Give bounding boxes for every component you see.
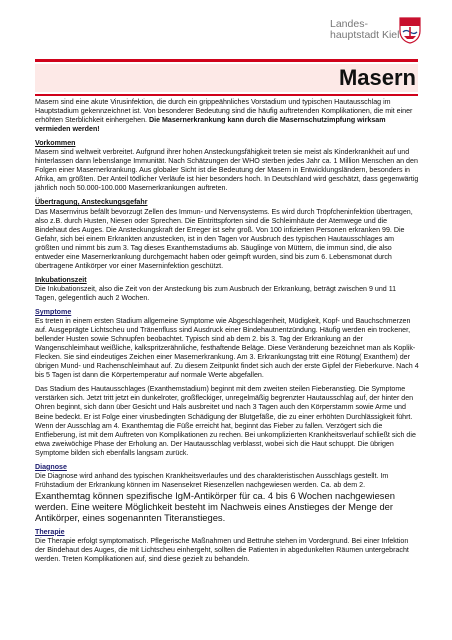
heading-vorkommen: Vorkommen <box>35 139 76 148</box>
intro-text: Masern sind eine akute Virusinfektion, die durch ein grippeähnliches Vorstadium und typischen Hautausschlag im Hauptstadium gekennzeichnet ist. Von besonderer Bedeutung sind die häufig auftretenden Komplikationen, die mit einer erhöhten Sterblichkeit einhergehen. <box>35 98 413 125</box>
title-rule-bottom <box>35 94 418 96</box>
heading-uebertragung: Übertragung, Ansteckungsgefahr <box>35 198 148 207</box>
text-inkubationszeit: Die Inkubationszeit, also die Zeit von der Ansteckung bis zum Ausbruch der Erkrankung, beträgt zwischen 9 und 11 Tagen, gelegentlich auch 2 Wochen. <box>35 284 397 302</box>
city-logo-text <box>330 19 399 41</box>
intro-paragraph <box>35 98 419 134</box>
text-diagnose: Die Diagnose wird anhand des typischen Krankheitsverlaufes und des charakteristischen Ausschlags gestellt. Im Frühstadium der Erkrankung können im Nasensekret Riesenzellen nachgewiesen werden. Ca. ab dem 2. <box>35 471 389 489</box>
text-symptome-1: Es treten in einem ersten Stadium allgemeine Symptome wie Abgeschlagenheit, Müdigkeit, Kopf- und Bauchschmerzen auf. Ausgeprägte Lichtscheu und Tränenfluss sind Ausdruck einer Bindehautnentzündung. Häufig werden ein trockener, bellender Husten sowie Schnupfen beobachtet. Typisch sind ab dem 2. bis 3. Tag der Erkrankung an der Wangenschleimhaut weißliche, kalkspritzerähnliche, festhaftende Beläge. Diese Veränderung bezeichnet man als Koplik-Flecken. Sie sind eindeutiges Zeichen einer Masernerkrankung. Am 3. Erkrankungstag tritt eine Rötung( Exanthem) der übrigen Mund- und Rachenschleimhaut auf. Zu diesem Zeitpunkt findet sich auch der erste Gipfel der Fieberkurve. Nach 4 bis 5 Tagen ist dann die Körpertemperatur auf normale Werte abgefallen. <box>35 317 419 380</box>
page-title: Masern <box>338 65 416 90</box>
title-rule-top <box>35 59 418 62</box>
org-line-2: hauptstadt Kiel <box>330 29 400 41</box>
text-uebertragung: Das Masernvirus befällt bevorzugt Zellen des Immun- und Nervensystems. Es wird durch Tröpfcheninfektion übertragen, also z.B. durch Husten, Niesen oder Sprechen. Die Eintrittspforten sind die Schleimhäute der Atemwege und die Bindehaut des Auges. Die Ansteckungskraft der Erreger ist sehr groß. Von 100 infizierten Personen erkranken 99. Die Gefahr, sich bei einem Erkrankten anzustecken, ist in den Tagen vor Ausbruch des typischen Hautausschlages am größten und nimmt bis zum 3. Tag dieses Exanthemstadiums ab. Säuglinge von Müttern, die immun sind, die also entweder eine Masernerkrankung durchgemacht haben oder geimpft wurden, sind bis zum 6. Lebensmonat durch übertragene Antikörper vor einer Maserninfektion geschützt. <box>35 207 413 270</box>
document-body <box>35 98 419 564</box>
heading-diagnose: Diagnose <box>35 462 67 471</box>
text-symptome-2: Das Stadium des Hautausschlages (Exanthemstadium) beginnt mit dem zweiten steilen Fieberanstieg. Die Symptome verstärken sich. Jetzt tritt jetzt ein dunkelroter, großfleckiger, unregelmäßig begrenzter Hautausschlag auf, der hinter den Ohren beginnt, sich dann über Gesicht und Hals ausbreitet und nach 3 Tagen auch den Körperstamm sowie Arme und Beine bedeckt. Er ist Folge einer virusbedingten Schädigung der Blutgefäße, die zu einer erhöhten Durchlässigkeit führt. Wenn der Ausschlag am 4. Exanthemtag die Füße erreicht hat, beginnt das Fieber zu fallen. Verzögert sich die Entfieberung, ist mit dem Auftreten von Komplikationen zu rechen. Bei unkomplizierten Krankheitsverlauf schließt sich die etwa zweiwöchige Phase der Erholung an. Der Hautausschlag verblasst, wobei sich die Haut schuppt. Die übrigen Symptome bilden sich ebenfalls langsam zurück. <box>35 385 416 457</box>
heading-therapie: Therapie <box>35 527 65 536</box>
org-line-1: Landes- <box>330 18 368 30</box>
text-therapie: Die Therapie erfolgt symptomatisch. Pflegerische Maßnahmen und Bettruhe stehen im Vordergrund. Bei einer Infektion der Bindehaut des Auges, die mit Lichtscheu einhergeht, sollten die Patienten in abgedunkelten Räumen untergebracht werden. Treten Komplikationen auf, sind diese gezielt zu behandeln. <box>35 536 409 564</box>
heading-symptome: Symptome <box>35 307 72 316</box>
text-diagnose-large: Exanthemtag können spezifische IgM-Antikörper für ca. 4 bis 6 Wochen nachgewiesen werden. Eine weitere Möglichkeit besteht im Nachweis eines Anstieges der Menge der Antikörper, eines sogenannten Titeranstieges. <box>35 489 395 523</box>
intro-bold-text: Die Masernerkrankung kann durch die Masernschutzimpfung wirksam vermieden werden! <box>35 116 386 134</box>
text-vorkommen: Masern sind weltweit verbreitet. Aufgrund ihrer hohen Ansteckungsfähigkeit treten sie meist als Kinderkrankheit auf und hinterlassen dann lebenslange Immunität. Nach Schätzungen der WHO sterben jedes Jahr ca. 1 Million Menschen an den Folgen einer Masernerkrankung. Aus globaler Sicht ist die Bedeutung der Masern in Entwicklungsländern, besonders in Afrika, am größten. Der Anteil tödlicher Verläufe ist hier besonders hoch. In Deutschland wird geschätzt, dass gegenwärtig jährlich noch 50.000-100.000 Masernerkrankungen auftreten. <box>35 148 419 193</box>
kiel-crest-icon <box>399 17 421 44</box>
heading-inkubationszeit: Inkubationszeit <box>35 275 87 284</box>
